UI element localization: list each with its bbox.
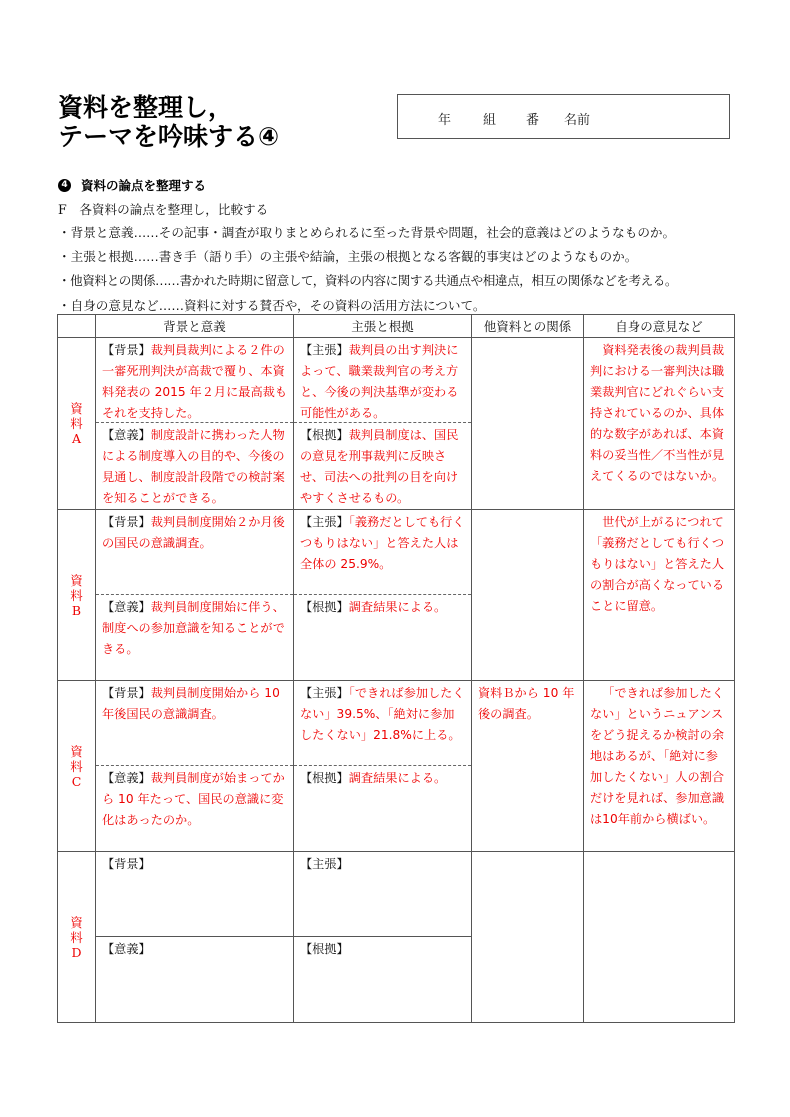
basis-text: 調査結果による。 — [348, 771, 447, 785]
significance-text: 裁判員制度開始に伴う、制度への参加意識を知ることができる。 — [102, 600, 285, 656]
significance-text: 制度設計に携わった人物による制度導入の目的や、今後の見通し、制度設計段階での検討案を知ることができる。 — [102, 428, 285, 505]
significance-tag: 【意義】 — [102, 942, 151, 956]
row-label: 資 料 C — [58, 681, 96, 852]
opinion-cell[interactable] — [584, 510, 735, 681]
analysis-table — [57, 314, 735, 1023]
background-text: 裁判員制度開始から 10 年後国民の意識調査。 — [102, 686, 280, 721]
table-row — [58, 681, 735, 852]
guide-line: ・背景と意義……その記事・調査が取りまとめられるに至った背景や問題，社会的意義はどのようなものか。 — [58, 225, 676, 240]
background-text: 裁判員裁判による２件の一審死刑判決が高裁で覆り、本資料発表の 2015 年２月に最高裁もそれを支持した。 — [102, 343, 288, 420]
title-line-2: テーマを吟味する④ — [58, 122, 280, 151]
basis-text: 裁判員制度は、国民の意見を刑事裁判に反映させ、司法への批判の目を向けやすくさせるもの。 — [300, 428, 459, 505]
page-title — [58, 93, 279, 151]
relation-text: 資料Ｂから 10 年後の調査。 — [478, 686, 575, 721]
opinion-cell[interactable] — [584, 681, 735, 852]
background-tag: 【背景】 — [102, 686, 151, 700]
relation-cell[interactable] — [472, 852, 584, 1023]
claim-basis-cell[interactable] — [294, 852, 472, 1023]
task-line: F 各資料の論点を整理し，比較する — [58, 202, 269, 217]
claim-tag: 【主張】 — [300, 857, 349, 871]
background-significance-cell[interactable] — [96, 338, 294, 510]
claim-text: 「できれば参加したくない」39.5%、「絶対に参加したくない」21.8%に上る。 — [300, 686, 465, 742]
section-heading-text: 資料の論点を整理する — [81, 178, 207, 193]
guide-line: ・他資料との関係……書かれた時期に留意して，資料の内容に関する共通点や相違点，相互の関係などを考える。 — [58, 273, 678, 288]
row-label: 資 料 A — [58, 338, 96, 510]
opinion-cell[interactable] — [584, 852, 735, 1023]
opinion-text: 資料発表後の裁判員裁判における一審判決は職業裁判官にどれぐらい支持されているのか、具体的な数字があれば、本資料の妥当性／不当性が見えてくるのではないか。 — [590, 343, 725, 483]
class-label: 組 — [483, 113, 497, 128]
claim-text: 裁判員の出す判決によって、職業裁判官の考え方と、今後の判決基準が変わる可能性がある。 — [300, 343, 459, 420]
claim-tag: 【主張】 — [300, 515, 349, 529]
header-blank — [58, 315, 96, 338]
header-background: 背景と意義 — [96, 315, 294, 338]
opinion-cell[interactable] — [584, 338, 735, 510]
basis-tag: 【根拠】 — [300, 942, 349, 956]
relation-cell[interactable] — [472, 681, 584, 852]
background-tag: 【背景】 — [102, 515, 151, 529]
significance-tag: 【意義】 — [102, 600, 151, 614]
table-row — [58, 510, 735, 681]
name-label: 名前 — [564, 113, 591, 128]
background-significance-cell[interactable] — [96, 852, 294, 1023]
table-row — [58, 852, 735, 1023]
basis-tag: 【根拠】 — [300, 600, 349, 614]
claim-basis-cell[interactable] — [294, 510, 472, 681]
header-relation: 他資料との関係 — [472, 315, 584, 338]
student-info-box[interactable] — [397, 94, 730, 139]
significance-tag: 【意義】 — [102, 771, 151, 785]
relation-cell[interactable] — [472, 510, 584, 681]
significance-tag: 【意義】 — [102, 428, 151, 442]
relation-cell[interactable] — [472, 338, 584, 510]
table-header-row — [58, 315, 735, 338]
section-number-icon: 4 — [58, 179, 71, 192]
basis-text: 調査結果による。 — [348, 600, 447, 614]
table-row — [58, 338, 735, 510]
opinion-text: 世代が上がるにつれて「義務だとしても行くつもりはない」と答えた人の割合が高くなっていることに留意。 — [590, 515, 725, 613]
claim-tag: 【主張】 — [300, 686, 349, 700]
background-significance-cell[interactable] — [96, 510, 294, 681]
guide-line: ・自身の意見など……資料に対する賛否や，その資料の活用方法について。 — [58, 298, 486, 313]
claim-text: 「義務だとしても行くつもりはない」と答えた人は全体の 25.9%。 — [300, 515, 465, 571]
claim-basis-cell[interactable] — [294, 681, 472, 852]
number-label: 番 — [526, 113, 540, 128]
background-text: 裁判員制度開始２か月後の国民の意識調査。 — [102, 515, 285, 550]
row-label: 資 料 D — [58, 852, 96, 1023]
section-heading — [58, 176, 206, 194]
basis-tag: 【根拠】 — [300, 428, 349, 442]
row-label: 資 料 B — [58, 510, 96, 681]
guide-line: ・主張と根拠……書き手（語り手）の主張や結論，主張の根拠となる客観的事実はどのようなものか。 — [58, 249, 638, 264]
significance-text: 裁判員制度が始まってから 10 年たって、国民の意識に変化はあったのか。 — [102, 771, 285, 827]
header-opinion: 自身の意見など — [584, 315, 735, 338]
background-tag: 【背景】 — [102, 857, 151, 871]
claim-basis-cell[interactable] — [294, 338, 472, 510]
header-claim: 主張と根拠 — [294, 315, 472, 338]
background-tag: 【背景】 — [102, 343, 151, 357]
claim-tag: 【主張】 — [300, 343, 349, 357]
year-label: 年 — [438, 113, 452, 128]
opinion-text: 「できれば参加したくない」というニュアンスをどう捉えるか検討の余地はあるが、「絶対に参加したくない」人の割合だけを見れば、参加意識は10年前から横ばい。 — [590, 686, 725, 826]
title-line-1: 資料を整理し， — [58, 93, 234, 122]
basis-tag: 【根拠】 — [300, 771, 349, 785]
background-significance-cell[interactable] — [96, 681, 294, 852]
